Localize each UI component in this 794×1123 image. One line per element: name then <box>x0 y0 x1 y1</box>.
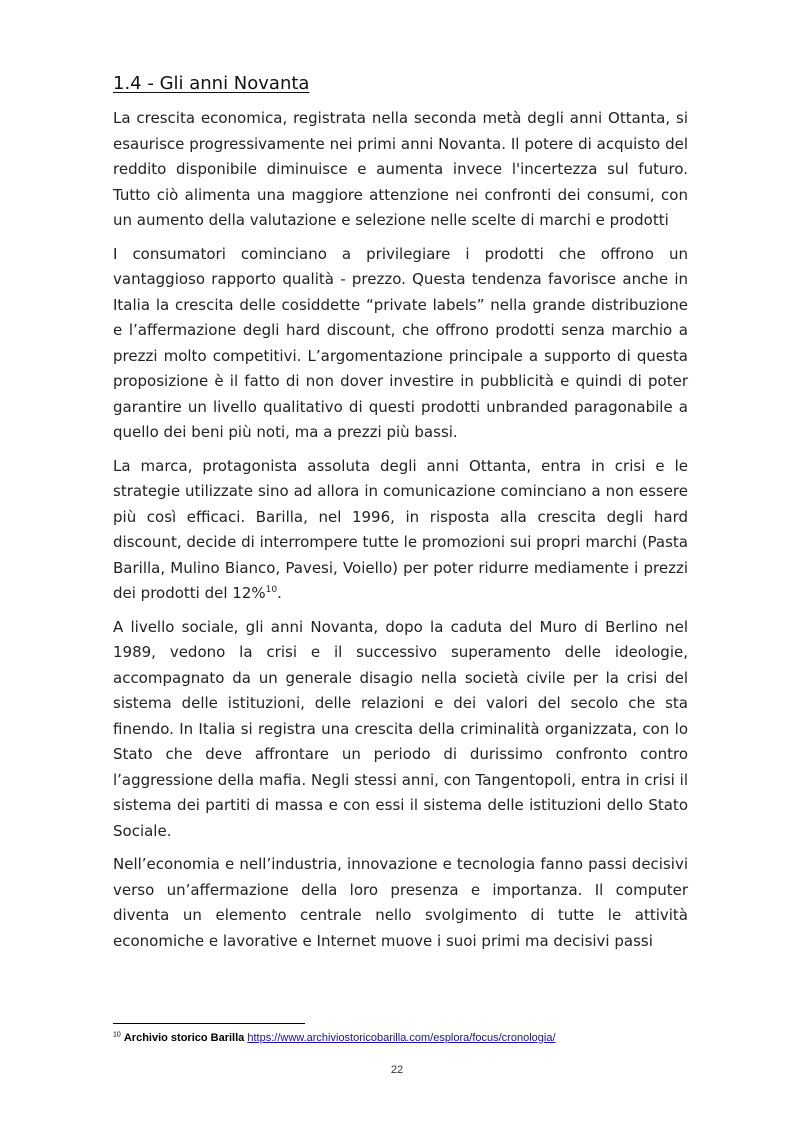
footnote <box>113 1031 556 1045</box>
footnote-label: Archivio storico Barilla <box>123 1032 245 1044</box>
body-text <box>113 106 688 962</box>
page-number: 22 <box>390 1064 404 1076</box>
footnote-reference[interactable]: 10 <box>265 585 278 595</box>
paragraph-2: I consumatori cominciano a privilegiare i prodotti che offrono un vantaggioso rapporto qualità - prezzo. Questa tendenza favorisce anche in Italia la crescita delle cosiddette “private labels” nella grande distribuzione e l’affermazione degli hard discount, che offrono prodotti senza marchio a prezzi molto competitivi. L’argomentazione principale a supporto di questa proposizione è il fatto di non dover investire in pubblicità e quindi di poter garantire un livello qualitativo di questi prodotti unbranded paragonabile a quello dei beni più noti, ma a prezzi più bassi. <box>113 244 688 441</box>
footnote-number: 10 <box>113 1031 121 1039</box>
paragraph-3-text: La marca, protagonista assoluta degli anni Ottanta, entra in crisi e le strategie utilizzate sino ad allora in comunicazione cominciano a non essere più così efficaci. Barilla, nel 1996, in risposta alla crescita degli hard discount, decide di interrompere tutte le promozioni sui propri marchi (Pasta Barilla, Mulino Bianco, Pavesi, Voiello) per poter ridurre mediamente i prezzi dei prodotti del 12% <box>113 456 688 602</box>
footnote-separator <box>113 1023 305 1024</box>
section-heading: 1.4 - Gli anni Novanta <box>113 73 310 94</box>
paragraph-3-end: . <box>277 584 282 602</box>
footnote-link[interactable]: https://www.archiviostoricobarilla.com/esplora/focus/cronologia/ <box>247 1032 556 1044</box>
paragraph-1: La crescita economica, registrata nella seconda metà degli anni Ottanta, si esaurisce progressivamente nei primi anni Novanta. Il potere di acquisto del reddito disponibile diminuisce e aumenta invece l'incertezza sul futuro. Tutto ciò alimenta una maggiore attenzione nei confronti dei consumi, con un aumento della valutazione e selezione nelle scelte di marchi e prodotti <box>113 109 688 229</box>
paragraph-3 <box>113 454 688 607</box>
paragraph-5: Nell’economia e nell’industria, innovazione e tecnologia fanno passi decisivi verso un’affermazione della loro presenza e importanza. Il computer diventa un elemento centrale nello svolgimento di tutte le attività economiche e lavorative e Internet muove i suoi primi ma decisivi passi <box>113 855 688 950</box>
paragraph-4: A livello sociale, gli anni Novanta, dopo la caduta del Muro di Berlino nel 1989, vedono la crisi e il successivo superamento delle ideologie, accompagnato da un generale disagio nella società civile per la crisi del sistema delle istituzioni, delle relazioni e dei valori del secolo che sta finendo. In Italia si registra una crescita della criminalità organizzata, con lo Stato che deve affrontare un periodo di durissimo confronto contro l’aggressione della mafia. Negli stessi anni, con Tangentopoli, entra in crisi il sistema dei partiti di massa e con essi il sistema delle istituzioni dello Stato Sociale. <box>113 617 688 840</box>
